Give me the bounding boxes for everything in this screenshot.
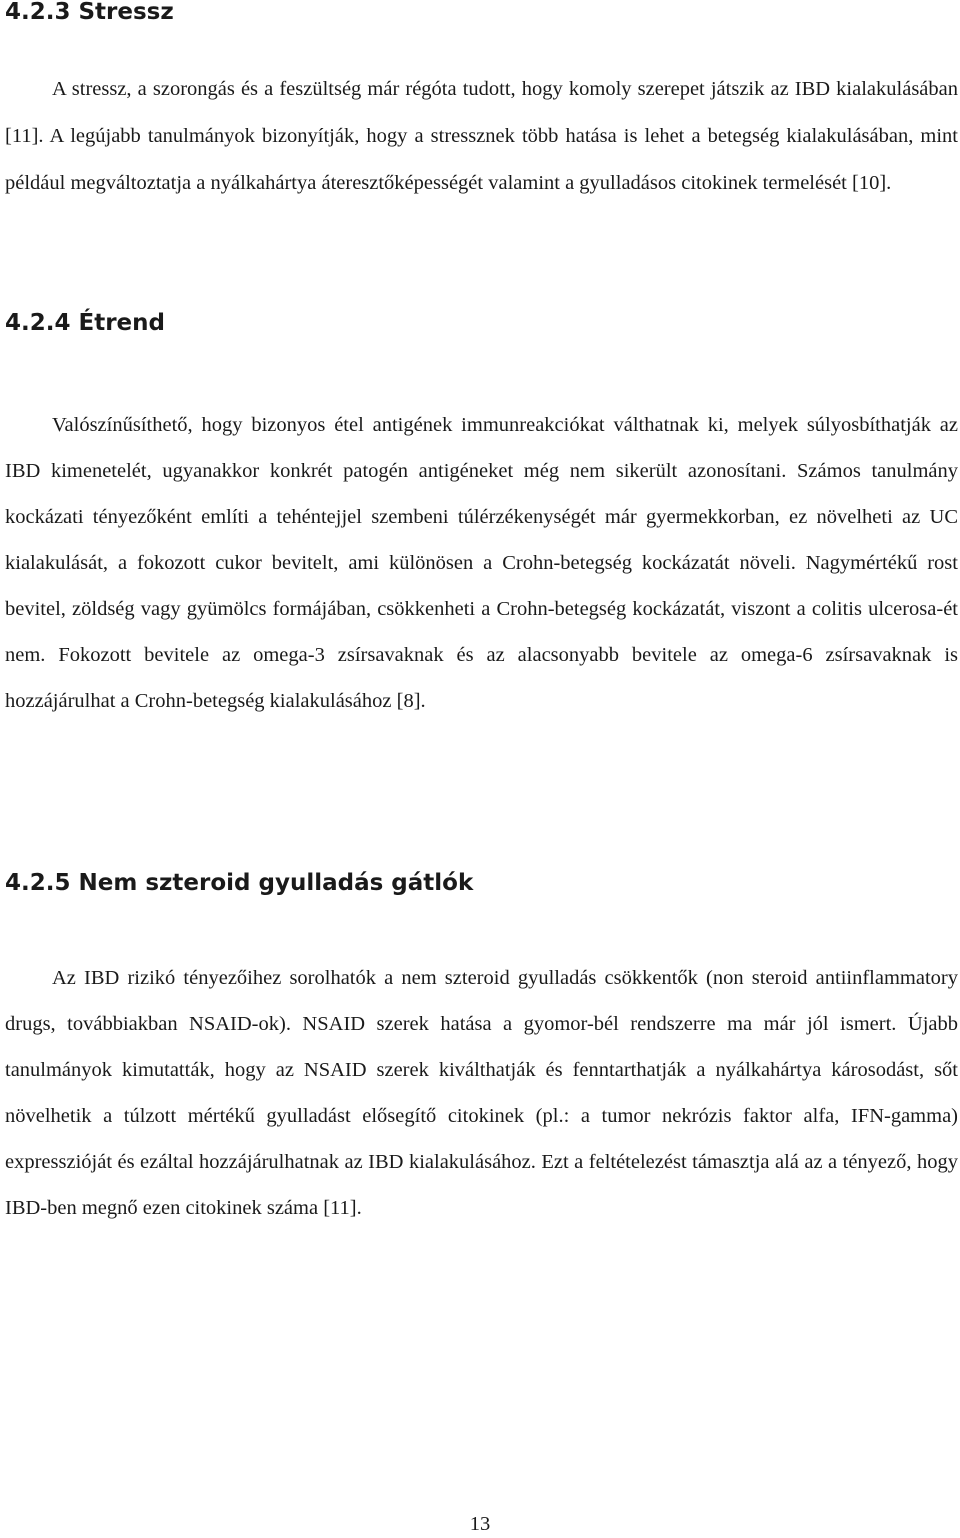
section-paragraph-nsaid: Az IBD rizikó tényezőihez sorolhatók a nem szteroid gyulladás csökkentők (non steroid antiinflammatory drugs, továbbiakban NSAID-ok). NSAID szerek hatása a gyomor-bél rendszerre ma már jól ismert. Újabb tanulmányok kimutatták, hogy az NSAID szerek kiválthatják és fenntarthatják a nyálkahártya károsodást, sőt növelhetik a túlzott mértékű gyulladást elősegítő citokinek (pl.: a tumor nekrózis faktor alfa, IFN-gamma) expresszióját és ezáltal hozzájárulhatnak az IBD kialakulásához. Ezt a feltételezést támasztja alá az a tényező, hogy IBD-ben megnő ezen citokinek száma [11]. [5,967,958,1219]
section-paragraph-stressz: A stressz, a szorongás és a feszültség már régóta tudott, hogy komoly szerepet játszik az IBD kialakulásában [11]. A legújabb tanulmányok bizonyítják, hogy a stressznek több hatása is lehet a betegség kialakulásában, mint például megváltoztatja a nyálkahártya áteresztőképességét valamint a gyulladásos citokinek termelését [10]. [5,78,958,194]
page-number: 13 [469,1513,491,1535]
section-heading-nsaid: 4.2.5 Nem szteroid gyulladás gátlók [5,870,474,896]
section-paragraph-etrend: Valószínűsíthető, hogy bizonyos étel antigének immunreakciókat válthatnak ki, melyek súlyosbíthatják az IBD kimenetelét, ugyanakkor konkrét patogén antigéneket még nem sikerült azonosítani. Számos tanulmány kockázati tényezőként említi a tehéntejjel szembeni túlérzékenységét már gyermekkorban, ez növelheti az UC kialakulását, a fokozott cukor bevitelt, ami különösen a Crohn-betegség kockázatát növeli. Nagymértékű rost bevitel, zöldség vagy gyümölcs formájában, csökkenheti a Crohn-betegség kockázatát, viszont a colitis ulcerosa-ét nem. Fokozott bevitele az omega-3 zsírsavaknak és az alacsonyabb bevitele az omega-6 zsírsavaknak is hozzájárulhat a Crohn-betegség kialakulásához [8]. [5,414,958,712]
section-heading-etrend: 4.2.4 Étrend [5,310,165,336]
section-heading-stressz: 4.2.3 Stressz [5,0,174,25]
